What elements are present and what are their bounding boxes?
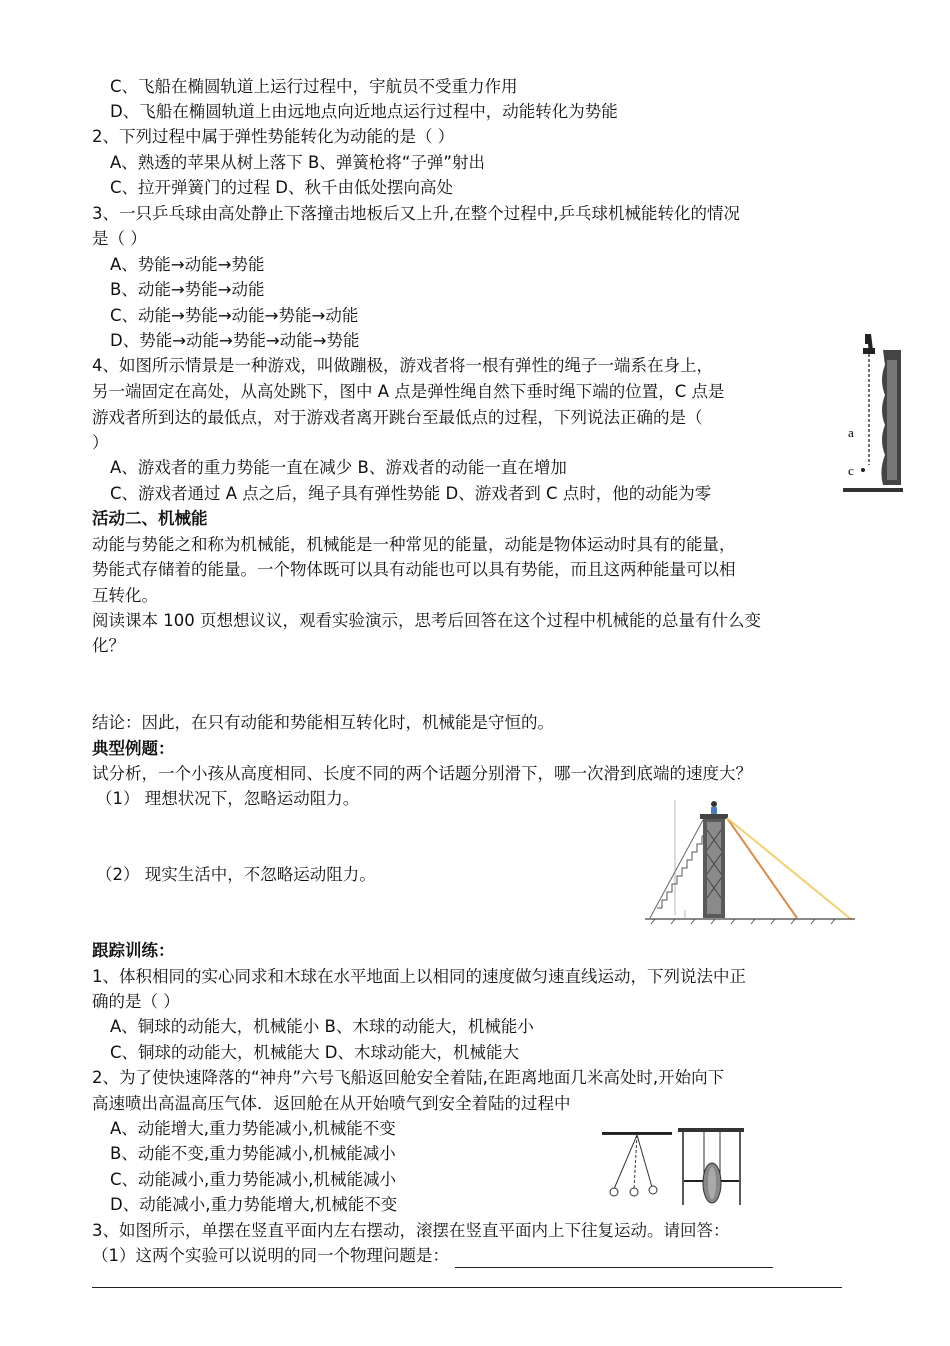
text-line: 阅读课本 100 页想想议议，观看实验演示，思考后回答在这个过程中机械能的总量有什么变 [92, 611, 761, 630]
text-line: 是（ ） [92, 229, 147, 248]
text-line: 3、如图所示，单摆在竖直平面内左右摆动，滚摆在竖直平面内上下往复运动。请回答： [92, 1221, 730, 1240]
text-line: 游戏者所到达的最低点，对于游戏者离开跳台至最低点的过程，下列说法正确的是（ [92, 408, 703, 427]
text-line: 另一端固定在高处，从高处跳下，图中 A 点是弹性绳自然下垂时绳下端的位置，C 点是 [92, 382, 725, 401]
text-line: A、势能→动能→势能 [110, 255, 265, 274]
text-line: 试分析，一个小孩从高度相同、长度不同的两个话题分别滑下，哪一次滑到底端的速度大？ [92, 764, 752, 783]
text-line: D、飞船在椭圆轨道上由远地点向近地点运行过程中，动能转化为势能 [110, 102, 618, 121]
text-line: C、动能→势能→动能→势能→动能 [110, 306, 359, 325]
text-line: 互转化。 [92, 586, 158, 605]
text-line: D、动能减小,重力势能增大,机械能不变 [110, 1195, 398, 1214]
text-line: 动能与势能之和称为机械能，机械能是一种常见的能量，动能是物体运动时具有的能量， [92, 535, 736, 554]
text-line: 高速喷出高温高压气体．返回舱在从开始喷气到安全着陆的过程中 [92, 1094, 571, 1113]
text-line: A、铜球的动能大，机械能小 B、木球的动能大，机械能小 [110, 1017, 534, 1036]
question-text: （1）这两个实验可以说明的同一个物理问题是： [92, 1246, 449, 1265]
text-line: C、动能减小,重力势能减小,机械能减小 [110, 1170, 397, 1189]
conclusion: 结论：因此，在只有动能和势能相互转化时，机械能是守恒的。 [92, 713, 554, 732]
text-line: B、动能不变,重力势能减小,机械能减小 [110, 1144, 396, 1163]
point-c-label: c [848, 463, 854, 478]
text-line: 化？ [92, 636, 125, 655]
text-line: 1、体积相同的实心同求和木球在水平地面上以相同的速度做匀速直线运动，下列说法中正 [92, 967, 746, 986]
text-line: ） [92, 433, 109, 452]
text-line: 势能式存储着的能量。一个物体既可以具有动能也可以具有势能，而且这两种能量可以相 [92, 560, 736, 579]
text-line: C、游戏者通过 A 点之后，绳子具有弹性势能 D、游戏者到 C 点时，他的动能为零 [110, 484, 712, 503]
text-line: A、游戏者的重力势能一直在减少 B、游戏者的动能一直在增加 [110, 458, 567, 477]
question-4: 4、如图所示情景是一种游戏，叫做蹦极，游戏者将一根有弹性的绳子一端系在身上， [92, 356, 713, 375]
text-line [92, 1244, 773, 1268]
section-heading: 典型例题： [92, 739, 175, 758]
text-line: C、铜球的动能大，机械能大 D、木球动能大，机械能大 [110, 1043, 519, 1062]
text-line: B、动能→势能→动能 [110, 280, 265, 299]
point-a-label: a [848, 425, 854, 440]
text-line: A、熟透的苹果从树上落下 B、弹簧枪将“子弹”射出 [110, 153, 485, 172]
question-2: 2、下列过程中属于弹性势能转化为动能的是（ ） [92, 127, 455, 146]
text-line: C、飞船在椭圆轨道上运行过程中，宇航员不受重力作用 [110, 77, 518, 96]
pendulum-figure [600, 1125, 748, 1210]
text-line: D、势能→动能→势能→动能→势能 [110, 331, 360, 350]
bungee-figure [843, 330, 903, 495]
page-divider [92, 1287, 842, 1288]
slide-figure [645, 790, 855, 925]
answer-blank[interactable] [455, 1249, 773, 1268]
text-line: （1） 理想状况下，忽略运动阻力。 [96, 789, 360, 808]
text-line: 确的是（ ） [92, 992, 180, 1011]
text-line: （2） 现实生活中，不忽略运动阻力。 [96, 865, 376, 884]
section-heading: 跟踪训练： [92, 941, 175, 960]
text-line: C、拉开弹簧门的过程 D、秋千由低处摆向高处 [110, 178, 453, 197]
section-heading: 活动二、机械能 [92, 509, 208, 528]
text-line: A、动能增大,重力势能减小,机械能不变 [110, 1119, 396, 1138]
text-line: 2、为了使快速降落的“神舟”六号飞船返回舱安全着陆,在距离地面几米高处时,开始向下 [92, 1068, 725, 1087]
question-3: 3、一只乒乓球由高处静止下落撞击地板后又上升,在整个过程中,乒乓球机械能转化的情况 [92, 204, 740, 223]
